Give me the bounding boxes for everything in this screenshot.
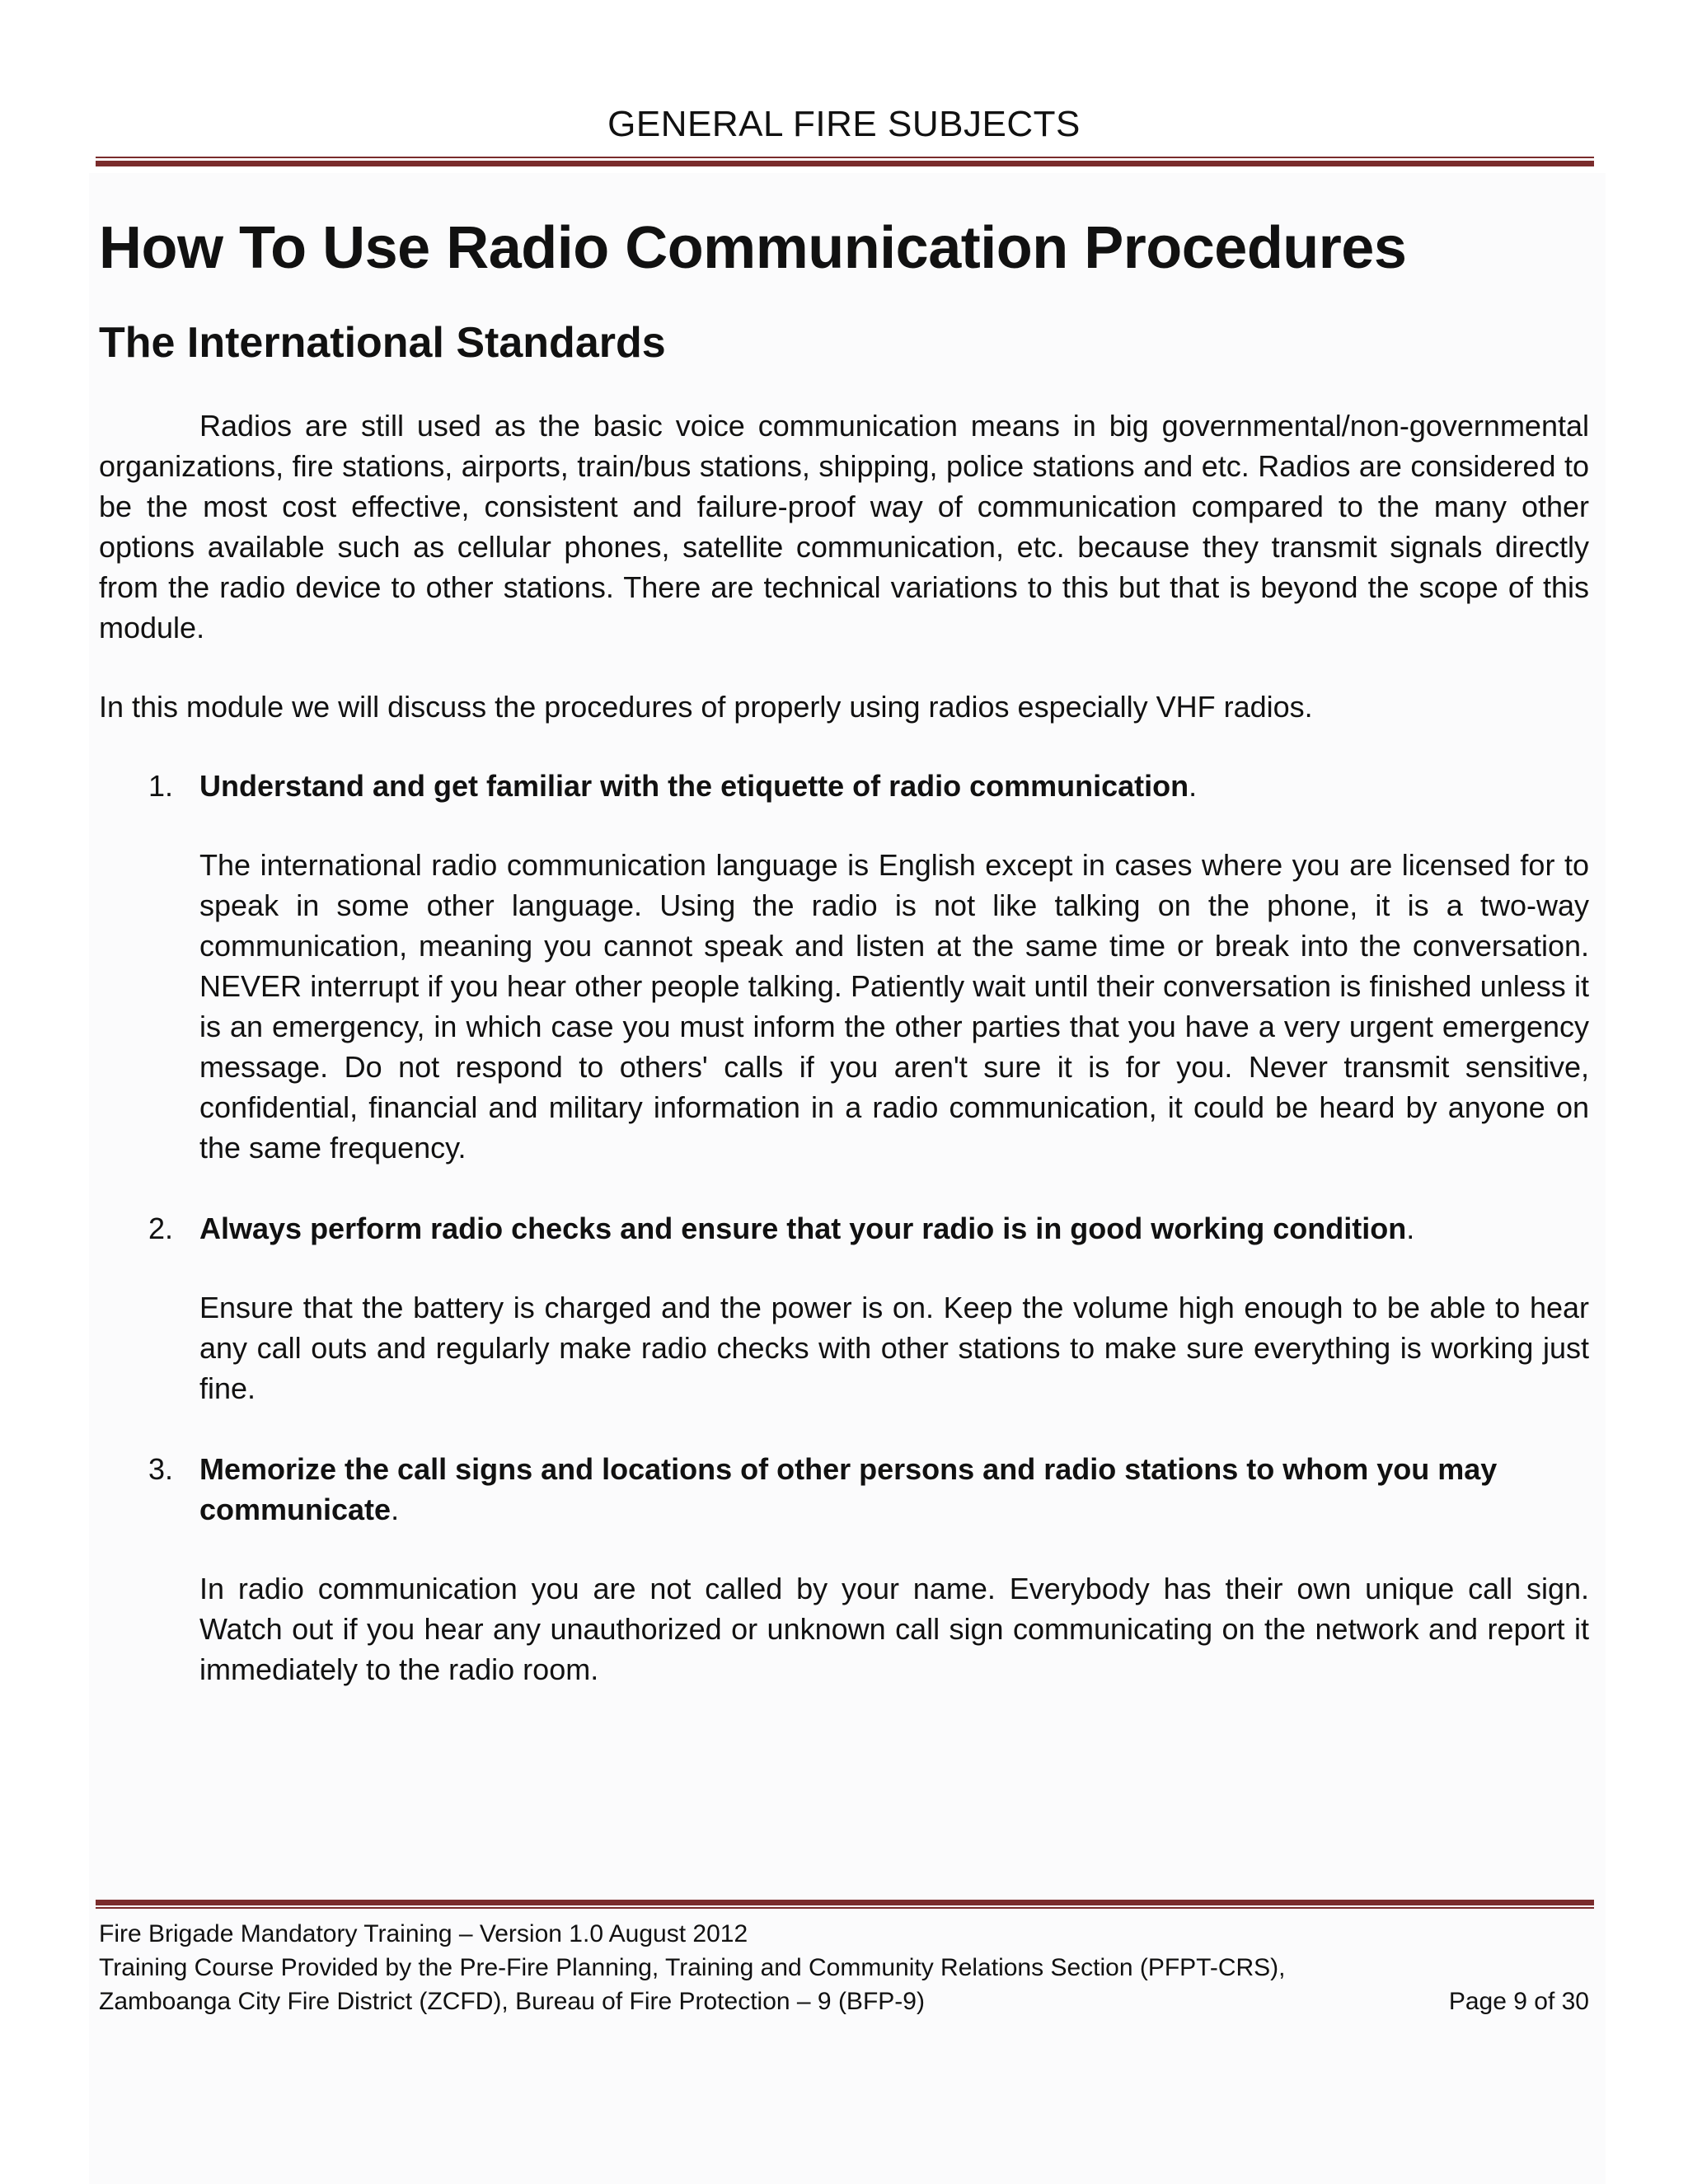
running-header: GENERAL FIRE SUBJECTS (607, 104, 1081, 144)
list-item-heading-text: Always perform radio checks and ensure that your radio is in good working condition (199, 1212, 1407, 1245)
list-item-body: In radio communication you are not called by your name. Everybody has their own unique call sign. Watch out if you hear any unauthorized or unknown call sign communicating on the network and report it immediately to the radio room. (199, 1572, 1589, 1686)
header-divider-thick-line (96, 161, 1594, 166)
page-footer (99, 1917, 1589, 2018)
list-item-heading-text: Understand and get familiar with the etiquette of radio communication (199, 769, 1189, 803)
footer-divider-thick-line (96, 1900, 1594, 1905)
footer-divider-thin-line (96, 1907, 1594, 1909)
list-item-heading-suffix: . (391, 1493, 400, 1526)
footer-course-version: Fire Brigade Mandatory Training – Version 1.0 August 2012 (99, 1920, 748, 1947)
list-item-heading (199, 1449, 1589, 1530)
list-item (99, 766, 1589, 1168)
footer-provider: Training Course Provided by the Pre-Fire Planning, Training and Community Relations Section (PFPT-CRS), (99, 1954, 1286, 1981)
list-item (99, 1208, 1589, 1408)
list-item-heading-suffix: . (1189, 769, 1198, 803)
intro-paragraph: Radios are still used as the basic voice communication means in big governmental/non-governmental organizations, fire stations, airports, train/bus stations, shipping, police stations and etc. Radios are considered to be the most cost effective, consistent and failure-proof way of communication compared to the many other options available such as cellular phones, satellite communication, etc. because they transmit signals directly from the radio device to other stations. There are technical variations to this but that is beyond the scope of this module. (99, 409, 1589, 644)
document-body (99, 206, 1589, 1730)
header-divider (96, 157, 1594, 166)
header-divider-thin-line (96, 157, 1594, 158)
page-number: Page 9 of 30 (1448, 1988, 1589, 2015)
list-item-number: 2. (148, 1212, 174, 1245)
list-item-heading (199, 1208, 1589, 1249)
list-item-heading (199, 766, 1589, 806)
list-item-number: 1. (148, 769, 174, 803)
footer-organization: Zamboanga City Fire District (ZCFD), Bureau of Fire Protection – 9 (BFP-9) (99, 1988, 925, 2015)
list-item-heading-suffix: . (1406, 1212, 1415, 1245)
list-item-heading-text: Memorize the call signs and locations of other persons and radio stations to whom you may communicate (199, 1452, 1498, 1526)
list-item-body: Ensure that the battery is charged and the power is on. Keep the volume high enough to be able to hear any call outs and regularly make radio checks with other stations to make sure everything is working just fine. (199, 1291, 1589, 1405)
lead-paragraph: In this module we will discuss the procedures of properly using radios especially VHF radios. (99, 690, 1313, 724)
list-item (99, 1449, 1589, 1690)
list-item-number: 3. (148, 1452, 174, 1486)
procedure-list (99, 766, 1589, 1690)
footer-divider (96, 1900, 1594, 1910)
page-title: How To Use Radio Communication Procedures (99, 215, 1407, 281)
section-heading: The International Standards (99, 319, 666, 367)
list-item-body: The international radio communication language is English except in cases where you are licensed for to speak in some other language. Using the radio is not like talking on the phone, it is a two-way communication, meaning you cannot speak and listen at the same time or break into the conversation. NEVER interrupt if you hear other people talking. Patiently wait until their conversation is finished unless it is an emergency, in which case you must inform the other parties that you have a very urgent emergency message. Do not respond to others' calls if you aren't sure it is for you. Never transmit sensitive, confidential, financial and military information in a radio communication, it could be heard by anyone on the same frequency. (199, 848, 1589, 1165)
